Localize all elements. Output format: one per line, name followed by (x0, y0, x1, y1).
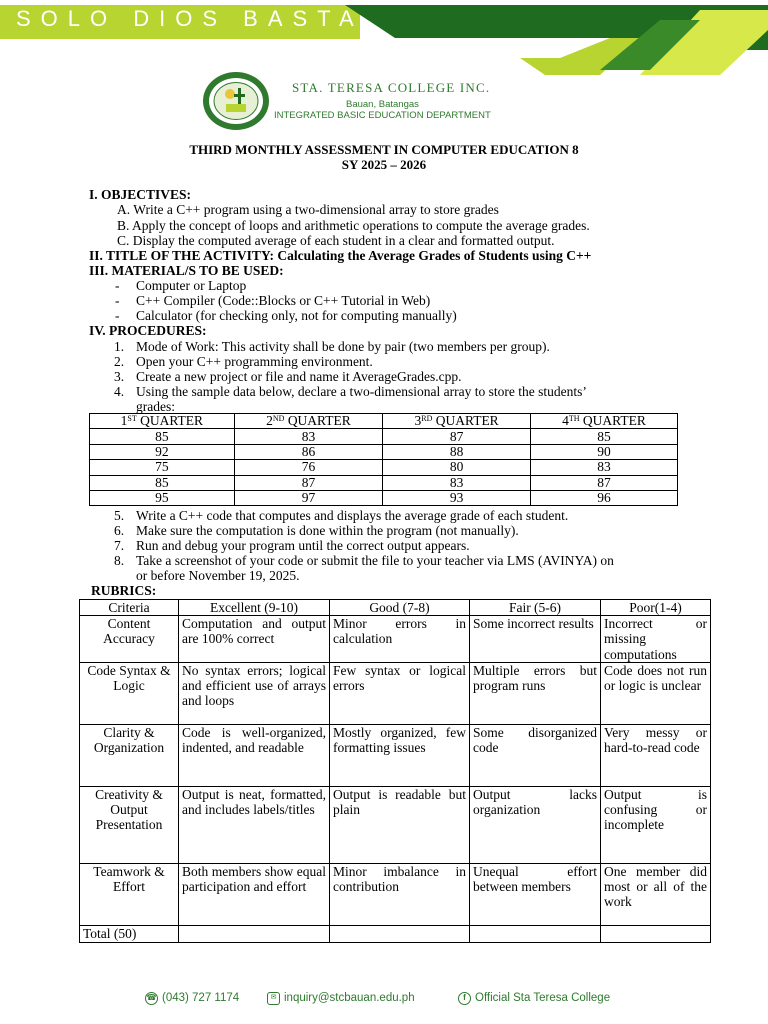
grade-cell: 75 (90, 460, 235, 475)
total-cell (179, 925, 330, 942)
rubric-header: Good (7-8) (330, 600, 470, 616)
table-row (90, 490, 678, 505)
grade-cell: 83 (530, 460, 677, 475)
objective-b: B. Apply the concept of loops and arithmetic operations to compute the average grades. (117, 218, 590, 233)
grade-cell: 85 (90, 475, 235, 490)
grade-cell: 83 (234, 429, 383, 444)
procedure-text: Using the sample data below, declare a two-dimensional array to store the students’ (136, 384, 587, 399)
grade-cell: 83 (383, 475, 531, 490)
rubrics-table (79, 599, 711, 943)
procedure-text: Make sure the computation is done within the program (not manually). (136, 523, 519, 538)
activity-title: II. TITLE OF THE ACTIVITY: Calculating the Average Grades of Students using C++ (89, 248, 592, 263)
rubrics-heading: RUBRICS: (91, 583, 157, 598)
phone-number: (043) 727 1174 (162, 992, 240, 1004)
material-item: Calculator (for checking only, not for computing manually) (136, 308, 457, 323)
footer (0, 990, 768, 1010)
quarter-header: 2ND QUARTER (234, 414, 383, 429)
procedure-number: 4. (114, 384, 125, 399)
procedure-text: Create a new project or file and name it AverageGrades.cpp. (136, 369, 462, 384)
document-title: THIRD MONTHLY ASSESSMENT IN COMPUTER EDUCATION 8 (189, 142, 579, 157)
grades-header-row (90, 414, 678, 429)
procedure-text: Mode of Work: This activity shall be done by pair (two members per group). (136, 339, 550, 354)
grade-cell: 87 (383, 429, 531, 444)
table-row (90, 429, 678, 444)
procedure-text: Take a screenshot of your code or submit the file to your teacher via LMS (AVINYA) on (136, 553, 614, 568)
total-cell (601, 925, 711, 942)
bullet-dash: - (115, 293, 120, 308)
footer-email[interactable] (267, 991, 415, 1006)
rubric-cell: Output lacks organization (470, 786, 601, 863)
rubric-cell: One member did most or all of the work (601, 863, 711, 925)
procedure-text: Write a C++ code that computes and displays the average grade of each student. (136, 508, 569, 523)
grade-cell: 87 (234, 475, 383, 490)
grade-cell: 76 (234, 460, 383, 475)
quarter-header: 1ST QUARTER (90, 414, 235, 429)
rubric-header: Fair (5-6) (470, 600, 601, 616)
total-row (80, 925, 711, 942)
rubric-cell: No syntax errors; logical and efficient use of arrays and loops (179, 662, 330, 724)
footer-phone (145, 991, 239, 1006)
motto-text: SOLO DIOS BASTA (16, 6, 364, 31)
rubric-cell: Output is confusing or incomplete (601, 786, 711, 863)
quarter-header: 4TH QUARTER (530, 414, 677, 429)
objectives-heading: I. OBJECTIVES: (89, 187, 192, 202)
rubric-cell: Some disorganized code (470, 724, 601, 786)
procedure-text: Open your C++ programming environment. (136, 354, 373, 369)
rubric-criteria: Code Syntax & Logic (80, 662, 179, 724)
rubric-criteria: Teamwork & Effort (80, 863, 179, 925)
rubric-cell: Very messy or hard-to-read code (601, 724, 711, 786)
rubric-header: Poor(1-4) (601, 600, 711, 616)
rubric-criteria: Creativity & Output Presentation (80, 786, 179, 863)
grade-cell: 86 (234, 444, 383, 459)
school-name: STA. TERESA COLLEGE INC. (292, 80, 491, 95)
quarter-header: 3RD QUARTER (383, 414, 531, 429)
email-icon: ✉ (267, 992, 280, 1005)
total-label: Total (50) (80, 925, 179, 942)
grade-cell: 88 (383, 444, 531, 459)
school-year: SY 2025 – 2026 (341, 157, 427, 172)
rubric-cell: Output is neat, formatted, and includes labels/titles (179, 786, 330, 863)
grade-cell: 97 (234, 490, 383, 505)
grade-cell: 93 (383, 490, 531, 505)
header-banner (0, 0, 768, 80)
procedure-number: 2. (114, 354, 125, 369)
rubric-header: Excellent (9-10) (179, 600, 330, 616)
school-seal-logo (200, 70, 272, 132)
procedure-text: Run and debug your program until the correct output appears. (136, 538, 470, 553)
phone-icon: ☎ (145, 992, 158, 1005)
table-row (90, 444, 678, 459)
procedure-text-continued: or before November 19, 2025. (136, 568, 300, 583)
rubric-cell: Output is readable but plain (330, 786, 470, 863)
grade-cell: 95 (90, 490, 235, 505)
rubric-criteria: Clarity & Organization (80, 724, 179, 786)
procedure-number: 8. (114, 553, 125, 568)
procedure-number: 5. (114, 508, 125, 523)
rubric-criteria: Content Accuracy (80, 616, 179, 663)
rubric-cell: Unequal effort between members (470, 863, 601, 925)
bullet-dash: - (115, 308, 120, 323)
procedure-number: 3. (114, 369, 125, 384)
rubrics-header-row (80, 600, 711, 616)
rubric-cell: Incorrect or missing computations (601, 616, 711, 663)
material-item: C++ Compiler (Code::Blocks or C++ Tutorial in Web) (136, 293, 431, 308)
grade-cell: 90 (530, 444, 677, 459)
table-row (80, 863, 711, 925)
email-address[interactable]: inquiry@stcbauan.edu.ph (284, 992, 415, 1004)
rubric-cell: Minor errors in calculation (330, 616, 470, 663)
procedure-text-continued: grades: (136, 399, 175, 414)
objective-a: A. Write a C++ program using a two-dimensional array to store grades (117, 202, 499, 217)
grade-cell: 96 (530, 490, 677, 505)
procedure-number: 6. (114, 523, 125, 538)
total-cell (330, 925, 470, 942)
grade-cell: 80 (383, 460, 531, 475)
rubric-header: Criteria (80, 600, 179, 616)
material-item: Computer or Laptop (136, 278, 247, 293)
procedure-number: 7. (114, 538, 125, 553)
grade-cell: 85 (530, 429, 677, 444)
total-cell (470, 925, 601, 942)
rubric-cell: Some incorrect results (470, 616, 601, 663)
grade-cell: 87 (530, 475, 677, 490)
rubric-cell: Multiple errors but program runs (470, 662, 601, 724)
rubric-cell: Code does not run or logic is unclear (601, 662, 711, 724)
materials-heading: III. MATERIAL/S TO BE USED: (89, 263, 284, 278)
rubric-cell: Both members show equal participation and effort (179, 863, 330, 925)
rubric-cell: Minor imbalance in contribution (330, 863, 470, 925)
rubric-cell: Mostly organized, few formatting issues (330, 724, 470, 786)
grade-cell: 92 (90, 444, 235, 459)
school-location: Bauan, Batangas (346, 99, 419, 110)
footer-facebook[interactable] (458, 991, 610, 1006)
table-row (80, 616, 711, 663)
procedure-number: 1. (114, 339, 125, 354)
facebook-page[interactable]: Official Sta Teresa College (475, 992, 611, 1004)
procedures-heading: IV. PROCEDURES: (89, 323, 207, 338)
table-row (90, 460, 678, 475)
school-department: INTEGRATED BASIC EDUCATION DEPARTMENT (274, 110, 491, 121)
rubric-cell: Code is well-organized, indented, and readable (179, 724, 330, 786)
rubric-cell: Few syntax or logical errors (330, 662, 470, 724)
rubric-cell: Computation and output are 100% correct (179, 616, 330, 663)
bullet-dash: - (115, 278, 120, 293)
grade-cell: 85 (90, 429, 235, 444)
table-row (80, 662, 711, 724)
grades-table (89, 413, 678, 506)
facebook-icon: f (458, 992, 471, 1005)
table-row (80, 724, 711, 786)
objective-c: C. Display the computed average of each student in a clear and formatted output. (117, 233, 555, 248)
table-row (80, 786, 711, 863)
table-row (90, 475, 678, 490)
